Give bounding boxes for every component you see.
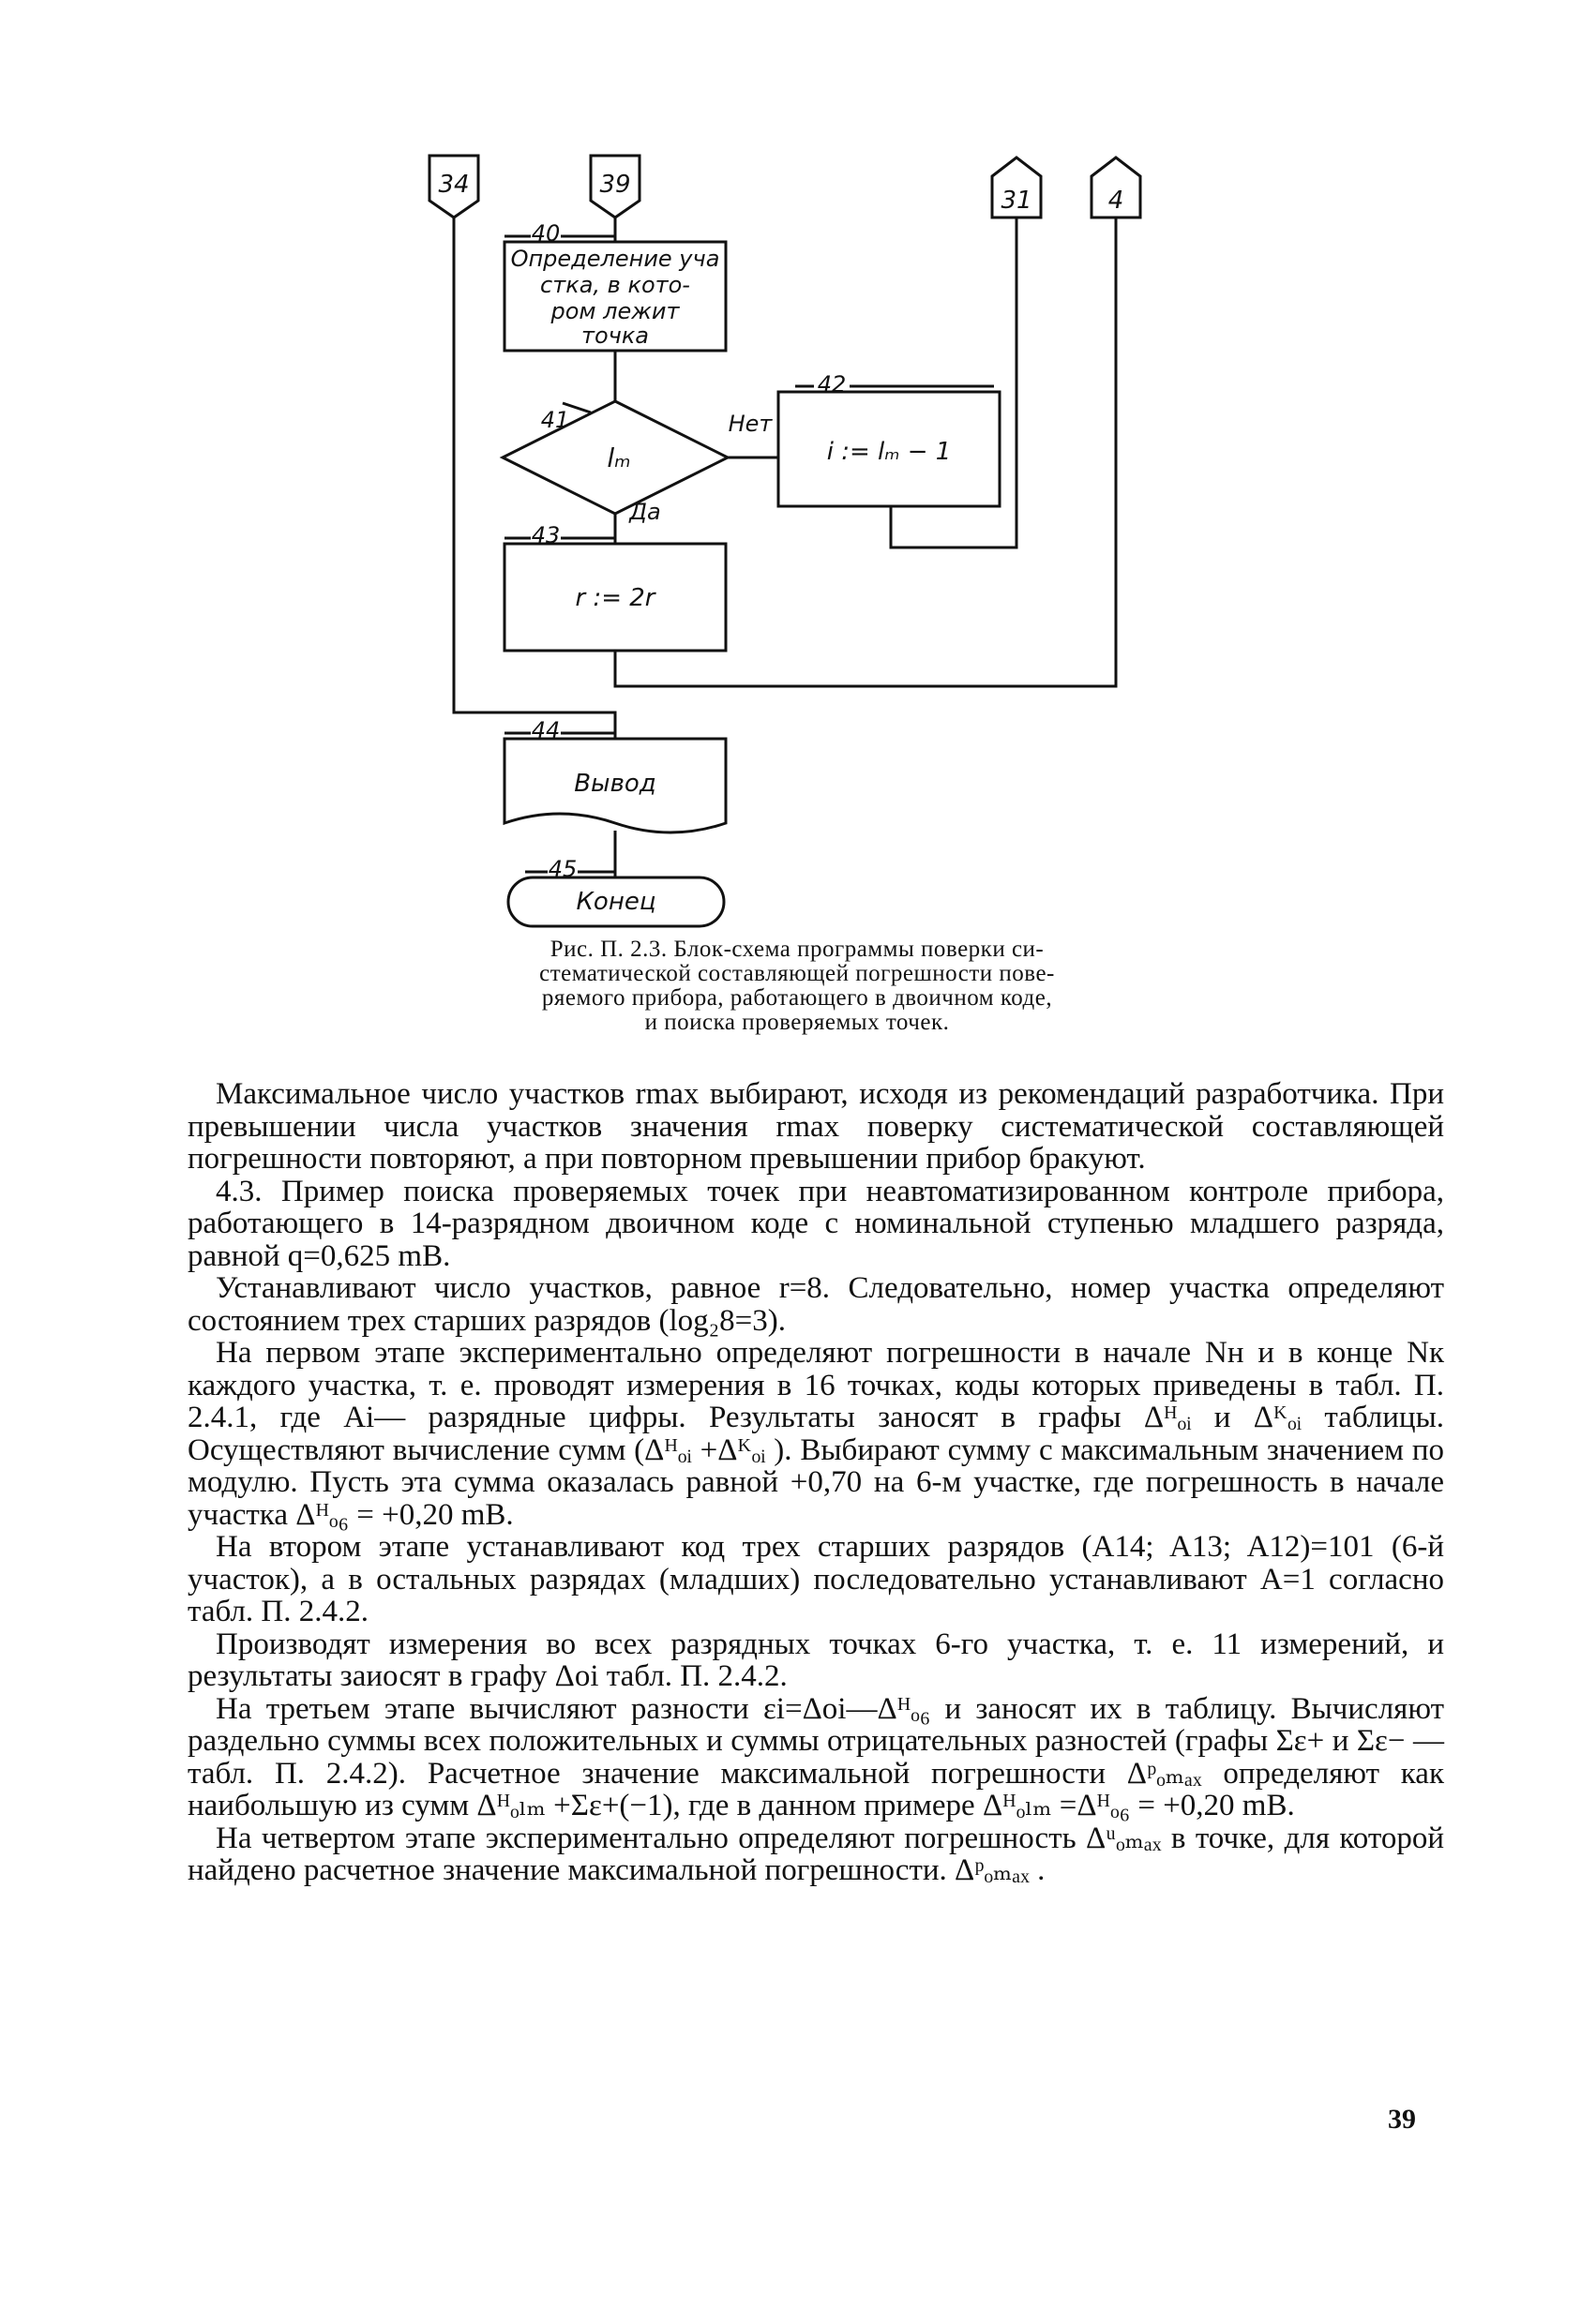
connector-31-label: 31 [1001, 187, 1032, 215]
paragraph: Устанавливают число участков, равное r=8. Следовательно, номер участка определяют состоянием трех старших разрядов (log₂8=3). [188, 1271, 1444, 1338]
block-40-line-1: Определение уча [510, 246, 720, 272]
caption-line: ряемого прибора, работающего в двоичном коде, [541, 985, 1053, 1011]
paragraph: Производят измерения во всех разрядных точках 6-го участка, т. е. 11 измерений, и результаты заиосят в графу Δoi табл. П. 2.4.2. [188, 1627, 1444, 1693]
paragraph: На третьем этапе вычисляют разности εi=Δoi—Δᴴₒ₆ и заносят их в таблицу. Вычисляют раздельно суммы всех положительных и суммы отрицательных разностей (графы Σε+ и Σε− —табл. П. 2.4.2). Расчетное значение максимальной погрешности Δᵖₒₘₐₓ определяют как наибольшую из сумм Δᴴₒₗₘ +Σε+(−1), где в данном примере Δᴴₒₗₘ =Δᴴₒ₆ = +0,20 mВ. [188, 1691, 1444, 1822]
paragraph: На втором этапе устанавливают код трех старших разрядов (A14; A13; A12)=101 (6-й участок), а в остальных разрядах (младших) последовательно устанавливают A=1 согласно табл. П. 2.4.2. [188, 1530, 1444, 1628]
block-40-line-2: стка, в кото- [540, 272, 690, 298]
block-42-text: i := lₘ − 1 [826, 438, 952, 466]
block-44-text: Вывод [574, 770, 656, 798]
caption-line: и поиска проверяемых точек. [644, 1010, 950, 1035]
block-41-text: lₘ [607, 442, 631, 473]
block-43-text: r := 2r [575, 584, 655, 612]
caption-line: стематической составляющей погрешности пове- [539, 961, 1055, 986]
connector-34-label: 34 [438, 171, 470, 199]
branch-no-label: Нет [728, 411, 773, 437]
paragraph: Максимальное число участков rmax выбирают, исходя из рекомендаций разработчика. При превышении числа участков значения rmax поверку систематической составляющей погрешности повторяют, а при повторном превышении прибор бракуют. [188, 1077, 1444, 1176]
figure-caption [413, 937, 1182, 1035]
block-44-number: 44 [531, 717, 561, 743]
paragraph: 4.3. Пример поиска проверяемых точек при неавтоматизированном контроле прибора, работающего в 14-разрядном двоичном коде с номинальной ступенью младшего разряда, равной q=0,625 mВ. [188, 1174, 1444, 1273]
branch-yes-label: Да [629, 499, 661, 525]
page-number: 39 [1388, 2104, 1416, 2135]
paragraph: На первом этапе экспериментально определяют погрешности в начале Nн и в конце Nк каждого участка, т. е. проводят измерения в 16 точках, коды которых приведены в табл. П. 2.4.1, где Ai— разрядные цифры. Результаты заносят в графы Δᴴₒᵢ и Δᴷₒᵢ таблицы. Осуществляют вычисление сумм (Δᴴₒᵢ +Δᴷₒᵢ ). Выбирают сумму с максимальным значением по модулю. Пусть эта сумма оказалась равной +0,70 на 6-м участке, где погрешность в начале участка Δᴴₒ₆ = +0,20 mВ. [188, 1336, 1444, 1532]
block-45-text: Конец [576, 888, 656, 916]
block-40-line-3: ром лежит [550, 298, 680, 324]
caption-line: Рис. П. 2.3. Блок-схема программы поверки си- [550, 937, 1045, 962]
block-40-line-4: точка [580, 322, 650, 349]
body-text [188, 1078, 1444, 1887]
paragraph: На четвертом этапе экспериментально определяют погрешность Δᵘₒₘₐₓ в точке, для которой найдено расчетное значение максимальной погрешности. Δᵖₒₘₐₓ . [188, 1821, 1444, 1887]
block-42-number: 42 [817, 371, 847, 397]
flowchart [0, 0, 1596, 947]
block-43-number: 43 [531, 522, 561, 548]
connector-39-label: 39 [599, 171, 631, 199]
block-41-number: 41 [540, 407, 570, 433]
connector-4-label: 4 [1107, 187, 1124, 215]
block-40-number: 40 [531, 220, 561, 247]
block-45-number: 45 [548, 856, 578, 882]
